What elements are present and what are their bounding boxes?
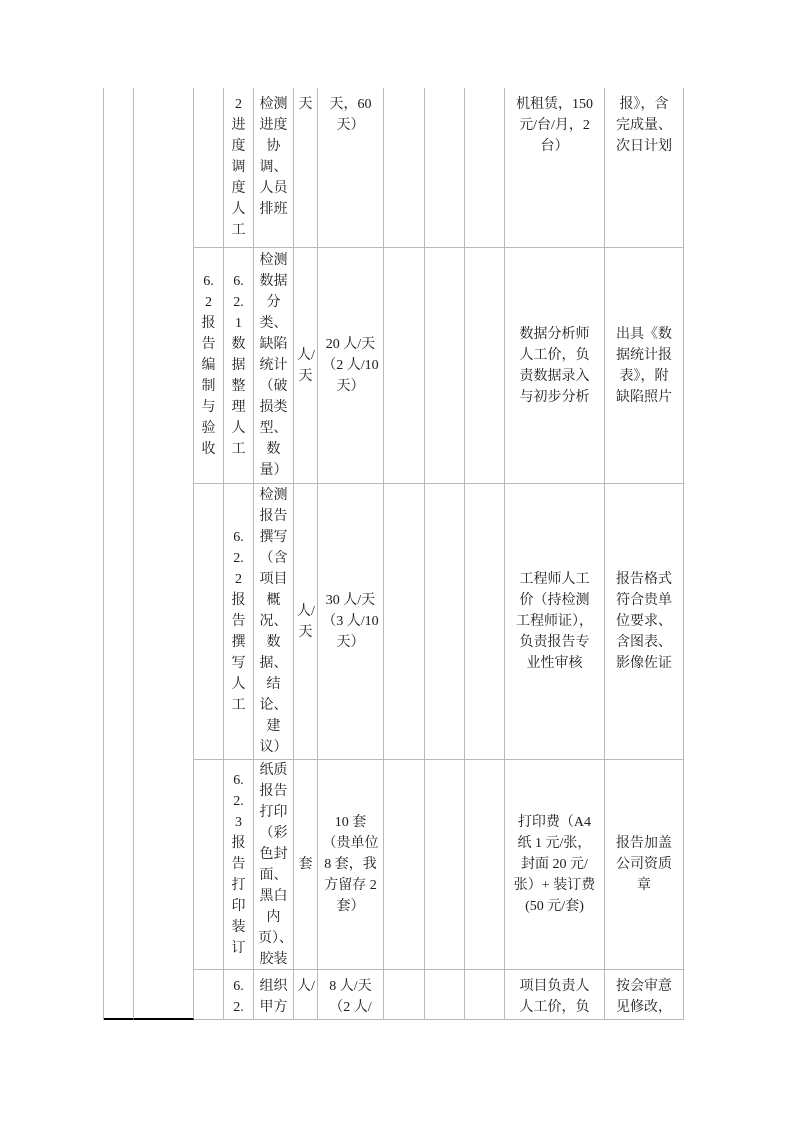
price-note-cell-row-6-1-2-tail (505, 88, 605, 248)
cell-text: 6.2.2 报告撰写人工 (231, 530, 246, 713)
cell-text: 6.2. (233, 979, 244, 1015)
acceptance-cell-row-6-2-1 (605, 248, 684, 484)
acceptance-cell-row-6-2-2 (605, 484, 684, 760)
cell-text: 2 进度调度人工 (231, 97, 246, 238)
cell-text: 项目负责人人工价，负 (519, 979, 590, 1015)
quantity-cell-row-6-1-2-tail (318, 88, 384, 248)
empty-cell-row-6-2-3 (384, 760, 425, 970)
empty-cell-row-6-2-2 (465, 484, 505, 760)
cell-text: 报》，含完成量、次日计划 (616, 97, 672, 154)
empty-cell-row-6-2-3 (425, 760, 465, 970)
cell-text: 8 人/天（2 人/ (329, 979, 372, 1015)
section-cell-row-6-1-2-tail (194, 88, 224, 248)
empty-cell-row-6-1-2-tail (465, 88, 505, 248)
left-margin-column-2 (134, 88, 194, 1020)
work-content-cell-row-6-2-1 (254, 248, 294, 484)
empty-cell-row-6-2-1 (384, 248, 425, 484)
cost-table (103, 88, 683, 1020)
cell-text: 人/天 (297, 603, 315, 640)
unit-cell-row-6-2-3 (294, 760, 318, 970)
work-content-cell-row-6-1-2-tail (254, 88, 294, 248)
cell-text: 套 (298, 857, 313, 872)
empty-cell-row-6-2-4-head (465, 970, 505, 1020)
empty-cell-row-6-2-2 (384, 484, 425, 760)
item-no-cell-row-6-1-2-tail (224, 88, 254, 248)
unit-cell-row-6-1-2-tail (294, 88, 318, 248)
cell-text: 打印费（A4 纸 1 元/张，封面 20 元/张）+ 装订费(50 元/套) (513, 815, 596, 914)
cell-text: 6.2 报告编制与验收 (201, 274, 216, 457)
cell-text: 报告加盖公司资质章 (616, 836, 672, 893)
empty-cell-row-6-1-2-tail (425, 88, 465, 248)
empty-cell-row-6-2-1 (425, 248, 465, 484)
price-note-cell-row-6-2-4-head (505, 970, 605, 1020)
cell-text: 按会审意见修改， (616, 979, 672, 1015)
cell-text: 20 人/天（2 人/10 天） (322, 337, 379, 394)
cell-text: 10 套（贵单位 8 套，我方留存 2 套） (322, 815, 379, 914)
item-no-cell-row-6-2-1 (224, 248, 254, 484)
cell-text: 检测数据分类、缺陷统计（破损类型、数量） (259, 253, 288, 478)
quantity-cell-row-6-2-4-head (318, 970, 384, 1020)
cell-text: 数据分析师人工价，负责数据录入与初步分析 (519, 326, 590, 405)
cell-text: 天，60 天） (329, 97, 372, 133)
unit-cell-row-6-2-4-head (294, 970, 318, 1020)
cell-text: 纸质报告打印（彩色封面、黑白内页）、胶装 (258, 762, 293, 967)
cell-text: 检测报告撰写（含项目概况、数据、结论、建议） (259, 488, 288, 755)
acceptance-cell-row-6-2-3 (605, 760, 684, 970)
work-content-cell-row-6-2-4-head (254, 970, 294, 1020)
cell-text: 工程师人工价（持检测工程师证），负责报告专业性审核 (516, 572, 593, 671)
quantity-cell-row-6-2-3 (318, 760, 384, 970)
cell-text: 人/ (297, 979, 315, 994)
left-margin-column-1 (104, 88, 134, 1020)
unit-cell-row-6-2-1 (294, 248, 318, 484)
empty-cell-row-6-1-2-tail (384, 88, 425, 248)
cell-text: 天 (298, 97, 313, 112)
section-cell-row-6-2-2 (194, 484, 224, 760)
cell-text: 出具《数据统计报表》，附缺陷照片 (616, 326, 672, 405)
price-note-cell-row-6-2-3 (505, 760, 605, 970)
section-cell-row-6-2-1 (194, 248, 224, 484)
empty-cell-row-6-2-1 (465, 248, 505, 484)
cell-text: 检测进度协调、人员排班 (259, 97, 288, 217)
empty-cell-row-6-2-4-head (384, 970, 425, 1020)
unit-cell-row-6-2-2 (294, 484, 318, 760)
price-note-cell-row-6-2-1 (505, 248, 605, 484)
empty-cell-row-6-2-2 (425, 484, 465, 760)
item-no-cell-row-6-2-3 (224, 760, 254, 970)
section-cell-row-6-2-4-head (194, 970, 224, 1020)
work-content-cell-row-6-2-2 (254, 484, 294, 760)
cell-text: 组织甲方 (259, 979, 288, 1015)
cell-text: 6.2.3 报告打印装订 (231, 773, 246, 956)
cell-text: 30 人/天（3 人/10 天） (322, 593, 379, 650)
acceptance-cell-row-6-1-2-tail (605, 88, 684, 248)
acceptance-cell-row-6-2-4-head (605, 970, 684, 1020)
item-no-cell-row-6-2-4-head (224, 970, 254, 1020)
quantity-cell-row-6-2-2 (318, 484, 384, 760)
quantity-cell-row-6-2-1 (318, 248, 384, 484)
section-cell-row-6-2-3 (194, 760, 224, 970)
cell-text: 6.2.1 数据整理人工 (231, 274, 246, 457)
cell-text: 机租赁，150 元/台/月，2 台） (516, 97, 593, 154)
price-note-cell-row-6-2-2 (505, 484, 605, 760)
cell-text: 人/天 (297, 347, 315, 384)
empty-cell-row-6-2-4-head (425, 970, 465, 1020)
item-no-cell-row-6-2-2 (224, 484, 254, 760)
cell-text: 报告格式符合贵单位要求、含图表、影像佐证 (616, 572, 672, 671)
empty-cell-row-6-2-3 (465, 760, 505, 970)
work-content-cell-row-6-2-3 (254, 760, 294, 970)
